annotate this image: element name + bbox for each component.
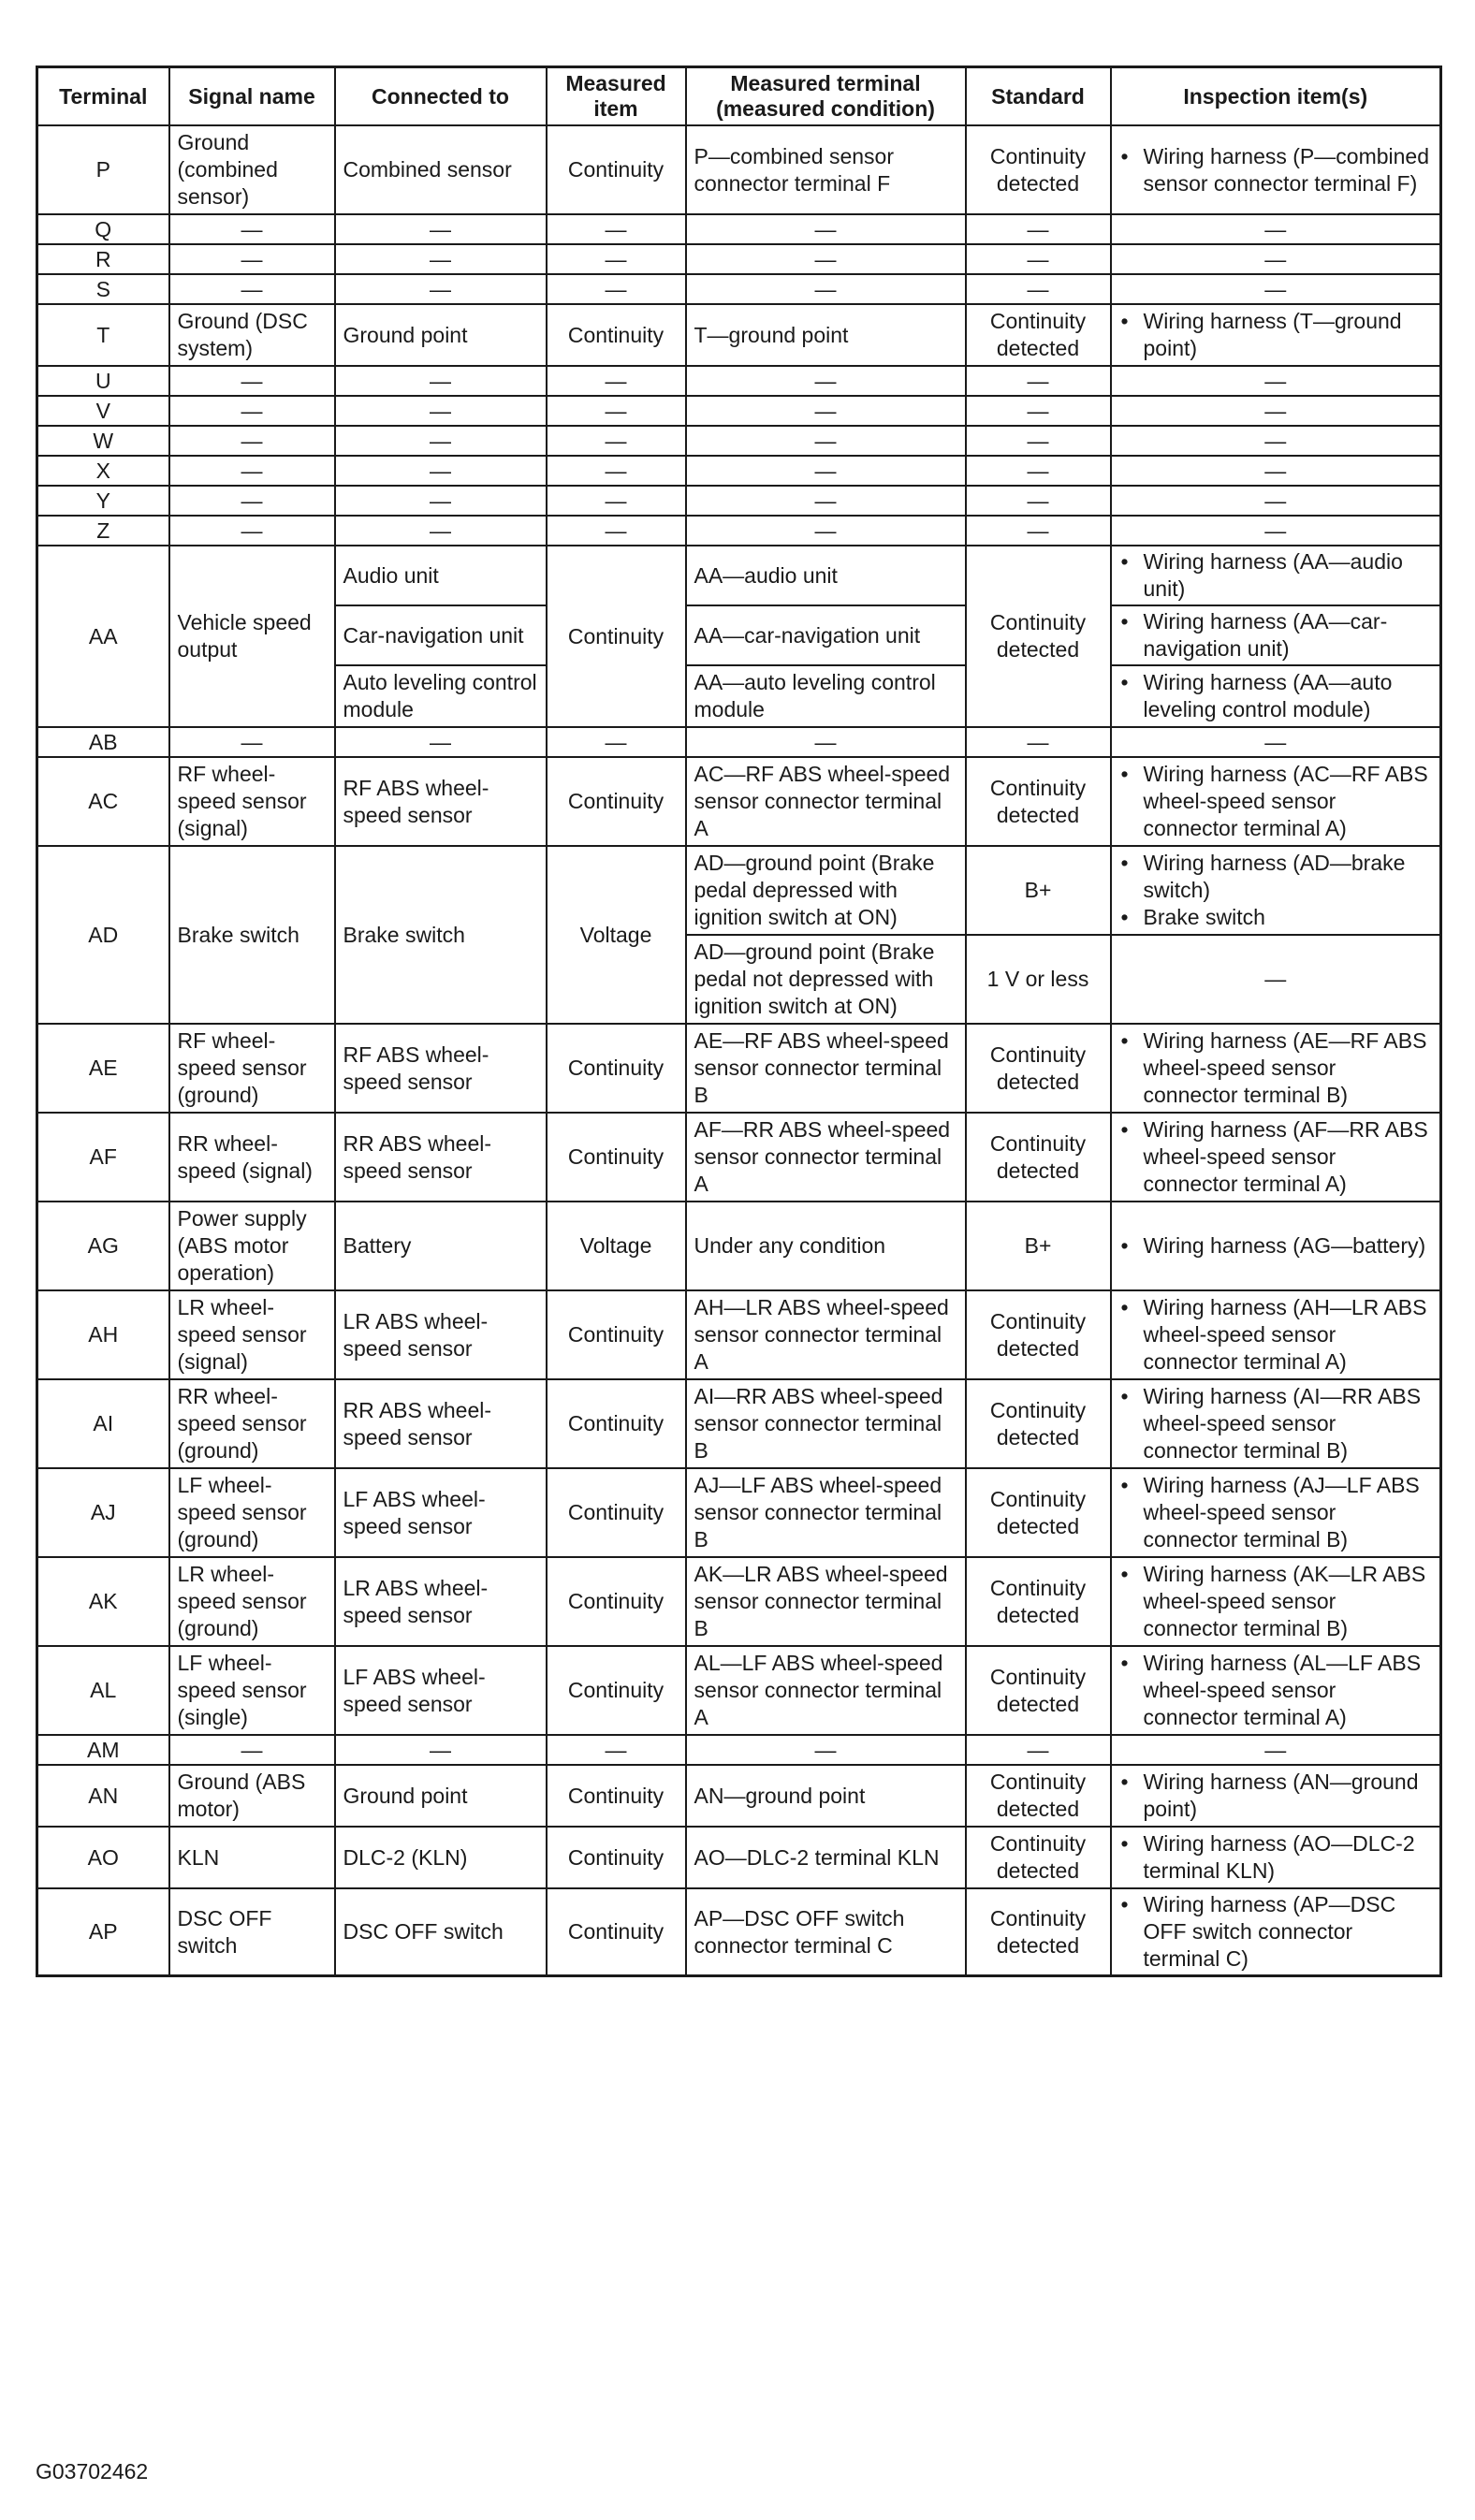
measured-item-cell: Continuity <box>547 1827 686 1888</box>
inspection-cell <box>1111 1379 1441 1468</box>
standard-cell: Continuity detected <box>966 546 1111 727</box>
signal-name-cell: DSC OFF switch <box>169 1888 335 1976</box>
inspection-cell <box>1111 605 1441 665</box>
inspection-item: • Wiring harness (AE—RF ABS wheel-speed sensor connector terminal B) <box>1116 1027 1435 1109</box>
table-row <box>37 1557 1441 1646</box>
empty-dash-cell: — <box>335 396 547 426</box>
connected-to-cell: Auto leveling control module <box>335 665 547 727</box>
signal-name-cell: Ground (ABS motor) <box>169 1765 335 1827</box>
empty-dash-cell: — <box>547 366 686 396</box>
inspection-item: • Wiring harness (AA—audio unit) <box>1116 548 1435 603</box>
inspection-list <box>1116 143 1435 197</box>
inspection-item: • Wiring harness (AF—RR ABS wheel-speed sensor connector terminal A) <box>1116 1116 1435 1198</box>
measured-item-cell: Continuity <box>547 757 686 846</box>
connected-to-cell: DSC OFF switch <box>335 1888 547 1976</box>
signal-name-cell: RF wheel-speed sensor (signal) <box>169 757 335 846</box>
connected-to-cell: LF ABS wheel-speed sensor <box>335 1468 547 1557</box>
table-row <box>37 304 1441 366</box>
empty-dash-cell: — <box>966 396 1111 426</box>
measured-item-cell: Continuity <box>547 1379 686 1468</box>
terminal-cell: AG <box>37 1202 169 1290</box>
terminal-cell: T <box>37 304 169 366</box>
measured-item-cell: Voltage <box>547 1202 686 1290</box>
inspection-cell <box>1111 1765 1441 1827</box>
table-row <box>37 274 1441 304</box>
inspection-item: • Wiring harness (AP—DSC OFF switch connector terminal C) <box>1116 1891 1435 1973</box>
terminal-cell: U <box>37 366 169 396</box>
empty-dash-cell: — <box>547 516 686 546</box>
inspection-list <box>1116 1027 1435 1109</box>
column-header-inspection-items: Inspection item(s) <box>1111 67 1441 126</box>
inspection-list <box>1116 1294 1435 1376</box>
empty-dash-cell: — <box>686 516 966 546</box>
inspection-cell <box>1111 1024 1441 1113</box>
inspection-cell: — <box>1111 935 1441 1024</box>
empty-dash-cell: — <box>169 516 335 546</box>
inspection-cell <box>1111 1202 1441 1290</box>
empty-dash-cell: — <box>547 426 686 456</box>
column-header-signal-name: Signal name <box>169 67 335 126</box>
column-header-measured-terminal: Measured terminal (measured condition) <box>686 67 966 126</box>
empty-dash-cell: — <box>547 727 686 757</box>
inspection-item: • Wiring harness (AD—brake switch) <box>1116 850 1435 904</box>
empty-dash-cell: — <box>169 396 335 426</box>
empty-dash-cell: — <box>966 214 1111 244</box>
terminal-cell: P <box>37 125 169 214</box>
inspection-cell <box>1111 757 1441 846</box>
table-row <box>37 1113 1441 1202</box>
empty-dash-cell: — <box>1111 244 1441 274</box>
inspection-item: • Wiring harness (AL—LF ABS wheel-speed sensor connector terminal A) <box>1116 1650 1435 1731</box>
standard-cell: Continuity detected <box>966 1646 1111 1735</box>
measured-terminal-cell: T—ground point <box>686 304 966 366</box>
empty-dash-cell: — <box>1111 396 1441 426</box>
inspection-item: • Wiring harness (AA—car-navigation unit) <box>1116 608 1435 663</box>
inspection-list <box>1116 1891 1435 1973</box>
empty-dash-cell: — <box>169 366 335 396</box>
table-row <box>37 1024 1441 1113</box>
terminal-cell: S <box>37 274 169 304</box>
empty-dash-cell: — <box>966 426 1111 456</box>
inspection-list <box>1116 308 1435 362</box>
measured-item-cell: Continuity <box>547 1646 686 1735</box>
terminal-cell: X <box>37 456 169 486</box>
empty-dash-cell: — <box>169 244 335 274</box>
standard-cell: Continuity detected <box>966 1379 1111 1468</box>
inspection-item: • Brake switch <box>1116 904 1435 931</box>
empty-dash-cell: — <box>547 456 686 486</box>
table-row <box>37 1765 1441 1827</box>
terminal-cell: AC <box>37 757 169 846</box>
empty-dash-cell: — <box>335 214 547 244</box>
connected-to-cell: RF ABS wheel-speed sensor <box>335 1024 547 1113</box>
signal-name-cell: Vehicle speed output <box>169 546 335 727</box>
table-row <box>37 396 1441 426</box>
empty-dash-cell: — <box>169 486 335 516</box>
measured-item-cell: Continuity <box>547 1290 686 1379</box>
measured-item-cell: Continuity <box>547 546 686 727</box>
empty-dash-cell: — <box>547 486 686 516</box>
terminal-cell: AI <box>37 1379 169 1468</box>
empty-dash-cell: — <box>686 486 966 516</box>
terminal-cell: AF <box>37 1113 169 1202</box>
terminal-cell: W <box>37 426 169 456</box>
measured-item-cell: Continuity <box>547 1765 686 1827</box>
measured-terminal-cell: AD—ground point (Brake pedal not depressed with ignition switch at ON) <box>686 935 966 1024</box>
signal-name-cell: RF wheel-speed sensor (ground) <box>169 1024 335 1113</box>
inspection-list <box>1116 1383 1435 1464</box>
table-row <box>37 1827 1441 1888</box>
empty-dash-cell: — <box>966 1735 1111 1765</box>
standard-cell: B+ <box>966 1202 1111 1290</box>
inspection-list <box>1116 608 1435 663</box>
empty-dash-cell: — <box>966 366 1111 396</box>
standard-cell: Continuity detected <box>966 1827 1111 1888</box>
empty-dash-cell: — <box>335 244 547 274</box>
inspection-list <box>1116 1650 1435 1731</box>
empty-dash-cell: — <box>1111 486 1441 516</box>
column-header-connected-to: Connected to <box>335 67 547 126</box>
inspection-item: • Wiring harness (AN—ground point) <box>1116 1769 1435 1823</box>
empty-dash-cell: — <box>1111 1735 1441 1765</box>
table-row <box>37 1646 1441 1735</box>
column-header-terminal: Terminal <box>37 67 169 126</box>
table-row <box>37 1290 1441 1379</box>
empty-dash-cell: — <box>966 456 1111 486</box>
inspection-list <box>1116 1830 1435 1885</box>
empty-dash-cell: — <box>686 244 966 274</box>
measured-terminal-cell: AN—ground point <box>686 1765 966 1827</box>
connected-to-cell: DLC-2 (KLN) <box>335 1827 547 1888</box>
empty-dash-cell: — <box>169 727 335 757</box>
measured-terminal-cell: AA—auto leveling control module <box>686 665 966 727</box>
empty-dash-cell: — <box>335 274 547 304</box>
inspection-list <box>1116 850 1435 931</box>
empty-dash-cell: — <box>547 244 686 274</box>
empty-dash-cell: — <box>169 426 335 456</box>
empty-dash-cell: — <box>1111 516 1441 546</box>
empty-dash-cell: — <box>547 274 686 304</box>
empty-dash-cell: — <box>686 727 966 757</box>
connected-to-cell: LF ABS wheel-speed sensor <box>335 1646 547 1735</box>
table-row <box>37 727 1441 757</box>
connected-to-cell: Ground point <box>335 1765 547 1827</box>
signal-name-cell: LR wheel-speed sensor (signal) <box>169 1290 335 1379</box>
table-row <box>37 1735 1441 1765</box>
standard-cell: Continuity detected <box>966 125 1111 214</box>
standard-cell: Continuity detected <box>966 1765 1111 1827</box>
inspection-item: • Wiring harness (AG—battery) <box>1116 1232 1435 1260</box>
terminal-cell: AD <box>37 846 169 1024</box>
empty-dash-cell: — <box>169 274 335 304</box>
inspection-cell <box>1111 1290 1441 1379</box>
connected-to-cell: RF ABS wheel-speed sensor <box>335 757 547 846</box>
connected-to-cell: LR ABS wheel-speed sensor <box>335 1290 547 1379</box>
column-header-measured-item: Measured item <box>547 67 686 126</box>
table-row <box>37 1468 1441 1557</box>
measured-item-cell: Continuity <box>547 1557 686 1646</box>
empty-dash-cell: — <box>547 1735 686 1765</box>
empty-dash-cell: — <box>966 274 1111 304</box>
empty-dash-cell: — <box>335 516 547 546</box>
measured-terminal-cell: AI—RR ABS wheel-speed sensor connector terminal B <box>686 1379 966 1468</box>
inspection-item: • Wiring harness (AA—auto leveling control module) <box>1116 669 1435 723</box>
measured-item-cell: Continuity <box>547 304 686 366</box>
terminal-cell: Q <box>37 214 169 244</box>
empty-dash-cell: — <box>1111 426 1441 456</box>
terminal-cell: AE <box>37 1024 169 1113</box>
table-row <box>37 366 1441 396</box>
table-row <box>37 244 1441 274</box>
signal-name-cell: LR wheel-speed sensor (ground) <box>169 1557 335 1646</box>
empty-dash-cell: — <box>966 727 1111 757</box>
empty-dash-cell: — <box>335 727 547 757</box>
terminal-cell: AA <box>37 546 169 727</box>
signal-name-cell: LF wheel-speed sensor (single) <box>169 1646 335 1735</box>
terminal-cell: AO <box>37 1827 169 1888</box>
inspection-cell <box>1111 546 1441 605</box>
empty-dash-cell: — <box>169 214 335 244</box>
inspection-cell <box>1111 846 1441 935</box>
connected-to-cell: Ground point <box>335 304 547 366</box>
connected-to-cell: Car-navigation unit <box>335 605 547 665</box>
empty-dash-cell: — <box>335 456 547 486</box>
measured-item-cell: Voltage <box>547 846 686 1024</box>
signal-name-cell: Ground (DSC system) <box>169 304 335 366</box>
inspection-list <box>1116 1769 1435 1823</box>
terminal-cell: AK <box>37 1557 169 1646</box>
connected-to-cell: RR ABS wheel-speed sensor <box>335 1113 547 1202</box>
inspection-list <box>1116 1472 1435 1553</box>
connected-to-cell: Battery <box>335 1202 547 1290</box>
table-row <box>37 1379 1441 1468</box>
empty-dash-cell: — <box>169 456 335 486</box>
terminal-cell: V <box>37 396 169 426</box>
empty-dash-cell: — <box>547 396 686 426</box>
connected-to-cell: RR ABS wheel-speed sensor <box>335 1379 547 1468</box>
measured-terminal-cell: AL—LF ABS wheel-speed sensor connector terminal A <box>686 1646 966 1735</box>
inspection-cell <box>1111 1113 1441 1202</box>
table-row <box>37 456 1441 486</box>
signal-name-cell: LF wheel-speed sensor (ground) <box>169 1468 335 1557</box>
measured-terminal-cell: AK—LR ABS wheel-speed sensor connector terminal B <box>686 1557 966 1646</box>
measured-item-cell: Continuity <box>547 1888 686 1976</box>
signal-name-cell: Power supply (ABS motor operation) <box>169 1202 335 1290</box>
measured-item-cell: Continuity <box>547 1113 686 1202</box>
inspection-list <box>1116 548 1435 603</box>
inspection-item: • Wiring harness (P—combined sensor connector terminal F) <box>1116 143 1435 197</box>
standard-cell: 1 V or less <box>966 935 1111 1024</box>
signal-name-cell: RR wheel-speed sensor (ground) <box>169 1379 335 1468</box>
empty-dash-cell: — <box>686 366 966 396</box>
table-row <box>37 846 1441 935</box>
table-row <box>37 426 1441 456</box>
inspection-cell <box>1111 1557 1441 1646</box>
measured-terminal-cell: P—combined sensor connector terminal F <box>686 125 966 214</box>
inspection-list <box>1116 1232 1435 1260</box>
table-row <box>37 486 1441 516</box>
standard-cell: Continuity detected <box>966 1888 1111 1976</box>
table-body <box>37 125 1441 1976</box>
empty-dash-cell: — <box>686 214 966 244</box>
standard-cell: Continuity detected <box>966 1290 1111 1379</box>
inspection-item: • Wiring harness (AK—LR ABS wheel-speed sensor connector terminal B) <box>1116 1561 1435 1642</box>
connected-to-cell: Audio unit <box>335 546 547 605</box>
signal-name-cell: RR wheel-speed (signal) <box>169 1113 335 1202</box>
table-header <box>37 67 1441 126</box>
empty-dash-cell: — <box>1111 214 1441 244</box>
standard-cell: Continuity detected <box>966 1468 1111 1557</box>
signal-name-cell: Brake switch <box>169 846 335 1024</box>
terminal-cell: AL <box>37 1646 169 1735</box>
terminal-cell: AJ <box>37 1468 169 1557</box>
figure-code: G03702462 <box>36 2459 149 2484</box>
terminal-cell: R <box>37 244 169 274</box>
table-row <box>37 546 1441 605</box>
measured-terminal-cell: AO—DLC-2 terminal KLN <box>686 1827 966 1888</box>
terminal-cell: AN <box>37 1765 169 1827</box>
standard-cell: Continuity detected <box>966 1113 1111 1202</box>
signal-name-cell: KLN <box>169 1827 335 1888</box>
inspection-list <box>1116 669 1435 723</box>
table-row <box>37 1888 1441 1976</box>
measured-terminal-cell: AF—RR ABS wheel-speed sensor connector terminal A <box>686 1113 966 1202</box>
inspection-cell <box>1111 1888 1441 1976</box>
empty-dash-cell: — <box>169 1735 335 1765</box>
empty-dash-cell: — <box>686 396 966 426</box>
column-header-standard: Standard <box>966 67 1111 126</box>
measured-terminal-cell: AH—LR ABS wheel-speed sensor connector terminal A <box>686 1290 966 1379</box>
standard-cell: Continuity detected <box>966 1024 1111 1113</box>
table-row <box>37 125 1441 214</box>
table-row <box>37 516 1441 546</box>
table-row <box>37 214 1441 244</box>
empty-dash-cell: — <box>1111 366 1441 396</box>
terminal-cell: AM <box>37 1735 169 1765</box>
inspection-cell <box>1111 304 1441 366</box>
measured-item-cell: Continuity <box>547 1024 686 1113</box>
empty-dash-cell: — <box>1111 456 1441 486</box>
empty-dash-cell: — <box>966 516 1111 546</box>
empty-dash-cell: — <box>966 486 1111 516</box>
terminal-cell: AH <box>37 1290 169 1379</box>
inspection-item: • Wiring harness (AH—LR ABS wheel-speed sensor connector terminal A) <box>1116 1294 1435 1376</box>
inspection-item: • Wiring harness (T—ground point) <box>1116 308 1435 362</box>
inspection-item: • Wiring harness (AI—RR ABS wheel-speed sensor connector terminal B) <box>1116 1383 1435 1464</box>
inspection-list <box>1116 761 1435 842</box>
measured-terminal-cell: AC—RF ABS wheel-speed sensor connector terminal A <box>686 757 966 846</box>
connected-to-cell: Combined sensor <box>335 125 547 214</box>
inspection-list <box>1116 1561 1435 1642</box>
empty-dash-cell: — <box>966 244 1111 274</box>
terminal-cell: AP <box>37 1888 169 1976</box>
standard-cell: Continuity detected <box>966 1557 1111 1646</box>
inspection-cell <box>1111 1827 1441 1888</box>
inspection-cell <box>1111 1646 1441 1735</box>
terminal-table <box>36 66 1442 1977</box>
empty-dash-cell: — <box>686 426 966 456</box>
terminal-cell: Y <box>37 486 169 516</box>
measured-terminal-cell: AA—audio unit <box>686 546 966 605</box>
measured-terminal-cell: AJ—LF ABS wheel-speed sensor connector terminal B <box>686 1468 966 1557</box>
empty-dash-cell: — <box>547 214 686 244</box>
standard-cell: Continuity detected <box>966 757 1111 846</box>
measured-item-cell: Continuity <box>547 1468 686 1557</box>
signal-name-cell: Ground (combined sensor) <box>169 125 335 214</box>
connected-to-cell: Brake switch <box>335 846 547 1024</box>
standard-cell: B+ <box>966 846 1111 935</box>
inspection-cell <box>1111 125 1441 214</box>
inspection-item: • Wiring harness (AJ—LF ABS wheel-speed sensor connector terminal B) <box>1116 1472 1435 1553</box>
empty-dash-cell: — <box>1111 274 1441 304</box>
measured-terminal-cell: AE—RF ABS wheel-speed sensor connector terminal B <box>686 1024 966 1113</box>
inspection-cell <box>1111 665 1441 727</box>
header-row <box>37 67 1441 126</box>
inspection-item: • Wiring harness (AC—RF ABS wheel-speed sensor connector terminal A) <box>1116 761 1435 842</box>
empty-dash-cell: — <box>335 426 547 456</box>
empty-dash-cell: — <box>686 1735 966 1765</box>
inspection-list <box>1116 1116 1435 1198</box>
empty-dash-cell: — <box>335 486 547 516</box>
terminal-cell: AB <box>37 727 169 757</box>
measured-terminal-cell: AA—car-navigation unit <box>686 605 966 665</box>
measured-terminal-cell: AD—ground point (Brake pedal depressed with ignition switch at ON) <box>686 846 966 935</box>
table-row <box>37 757 1441 846</box>
measured-terminal-cell: Under any condition <box>686 1202 966 1290</box>
measured-item-cell: Continuity <box>547 125 686 214</box>
empty-dash-cell: — <box>686 456 966 486</box>
empty-dash-cell: — <box>335 366 547 396</box>
empty-dash-cell: — <box>686 274 966 304</box>
standard-cell: Continuity detected <box>966 304 1111 366</box>
inspection-cell <box>1111 1468 1441 1557</box>
connected-to-cell: LR ABS wheel-speed sensor <box>335 1557 547 1646</box>
measured-terminal-cell: AP—DSC OFF switch connector terminal C <box>686 1888 966 1976</box>
empty-dash-cell: — <box>1111 727 1441 757</box>
empty-dash-cell: — <box>335 1735 547 1765</box>
table-row <box>37 1202 1441 1290</box>
terminal-cell: Z <box>37 516 169 546</box>
inspection-item: • Wiring harness (AO—DLC-2 terminal KLN) <box>1116 1830 1435 1885</box>
